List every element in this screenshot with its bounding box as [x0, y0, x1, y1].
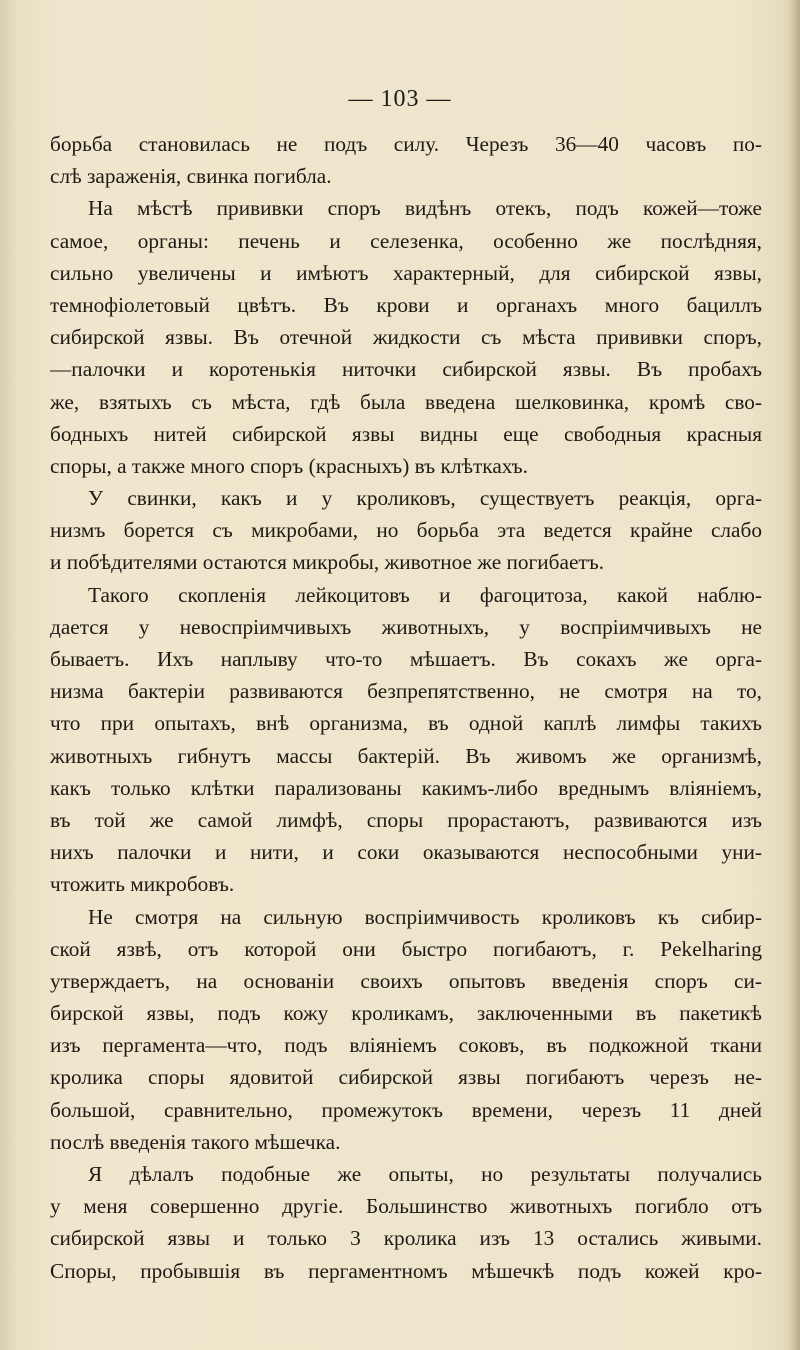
text-line: кролика споры ядовитой сибирской язвы погибаютъ черезъ не-	[50, 1065, 762, 1090]
text-line: животныхъ гибнутъ массы бактерій. Въ живомъ же организмѣ,	[50, 743, 762, 768]
text-line: борьба становилась не подъ силу. Черезъ 36—40 часовъ по-	[50, 132, 762, 156]
text-line: бирской язвы, подъ кожу кроликамъ, заключенными въ пакетикѣ	[50, 1001, 762, 1026]
text-line: У свинки, какъ и у кроликовъ, существуетъ реакція, орга-	[88, 486, 762, 511]
text-line: изъ пергамента—что, подъ вліяніемъ соковъ, въ подкожной ткани	[50, 1033, 762, 1058]
text-line: Такого скопленія лейкоцитовъ и фагоцитоза, какой наблю-	[88, 582, 762, 607]
text-line: слѣ зараженія, свинка погибла.	[50, 164, 332, 189]
text-line: ской язвѣ, отъ которой они быстро погибаютъ, г. Pekelharing	[50, 936, 762, 961]
text-line: дается у невоспріимчивыхъ животныхъ, у воспріимчивыхъ не	[50, 614, 762, 639]
text-line: бываетъ. Ихъ наплыву что-то мѣшаетъ. Въ сокахъ же орга-	[50, 647, 762, 671]
text-line: что при опытахъ, внѣ организма, въ одной каплѣ лимфы такихъ	[50, 711, 762, 736]
text-line: утверждаетъ, на основаніи своихъ опытовъ введенія споръ си-	[50, 968, 762, 993]
text-line: нихъ палочки и нити, и соки оказываются неспособными уни-	[50, 840, 762, 865]
text-line: споры, а также много споръ (красныхъ) въ клѣткахъ.	[50, 453, 528, 478]
text-line: низма бактеріи развиваются безпрепятственно, не смотря на то,	[50, 679, 762, 704]
body-text	[50, 128, 762, 1287]
text-line: же, взятыхъ съ мѣста, гдѣ была введена шелковинка, кромѣ сво-	[50, 389, 762, 414]
text-line: большой, сравнительно, промежутокъ времени, черезъ 11 дней	[50, 1097, 762, 1122]
text-line: низмъ борется съ микробами, но борьба эта ведется крайне слабо	[50, 518, 762, 543]
text-line: въ той же самой лимфѣ, споры прорастаютъ, развиваются изъ	[50, 807, 762, 832]
text-line: На мѣстѣ прививки споръ видѣнъ отекъ, подъ кожей—тоже	[88, 196, 762, 221]
text-line: бодныхъ нитей сибирской язвы видны еще свободныя красныя	[50, 421, 762, 446]
page-number: — 103 —	[348, 86, 452, 112]
text-line: послѣ введенія такого мѣшечка.	[50, 1129, 341, 1154]
text-line: самое, органы: печень и селезенка, особенно же послѣдняя,	[50, 228, 762, 253]
text-line: темнофіолетовый цвѣтъ. Въ крови и органахъ много бациллъ	[50, 292, 762, 317]
text-line: сильно увеличены и имѣютъ характерный, для сибирской язвы,	[50, 260, 762, 285]
text-line: и побѣдителями остаются микробы, животное же погибаетъ.	[50, 550, 605, 575]
text-line: Споры, пробывшія въ пергаментномъ мѣшечкѣ подъ кожей кро-	[50, 1258, 762, 1283]
page-edge-shadow	[790, 0, 800, 1350]
text-line: сибирской язвы. Въ отечной жидкости съ мѣста прививки споръ,	[50, 325, 762, 350]
text-line: —палочки и коротенькія ниточки сибирской язвы. Въ пробахъ	[50, 357, 762, 382]
text-line: Я дѣлалъ подобные же опыты, но результаты получались	[88, 1162, 762, 1186]
text-line: какъ только клѣтки парализованы какимъ-либо вреднымъ вліяніемъ,	[50, 775, 762, 800]
text-line: сибирской язвы и только 3 кролика изъ 13 остались живыми.	[50, 1226, 762, 1251]
text-line: Не смотря на сильную воспріимчивость кроликовъ къ сибир-	[88, 904, 762, 929]
text-line: у меня совершенно другіе. Большинство животныхъ погибло отъ	[50, 1194, 762, 1219]
text-line: чтожить микробовъ.	[50, 872, 235, 897]
